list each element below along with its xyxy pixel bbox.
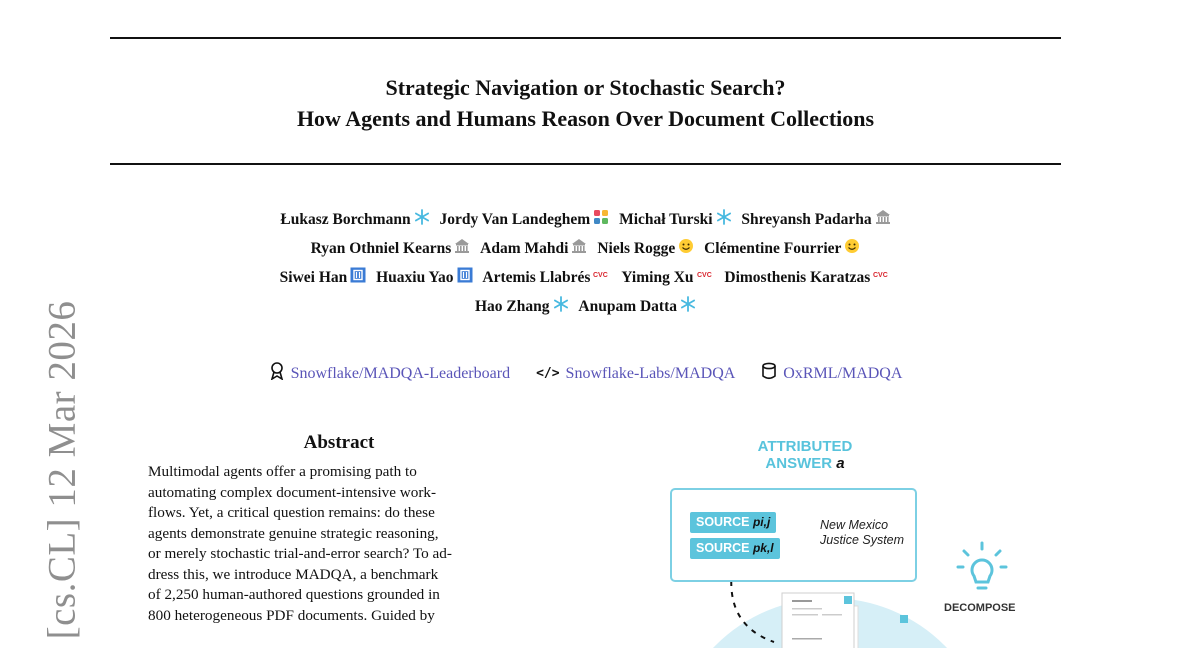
leaderboard-link[interactable]: Snowflake/MADQA-Leaderboard bbox=[269, 365, 510, 382]
author: Dimosthenis Karatzas CVC bbox=[724, 269, 891, 286]
author: Shreyansh Padarha bbox=[741, 211, 890, 228]
bottom-rule bbox=[110, 163, 1061, 165]
top-rule bbox=[110, 37, 1061, 39]
abstract-line: agents demonstrate genuine strategic reasoning, bbox=[148, 524, 439, 542]
blue-logo-icon bbox=[457, 265, 473, 293]
abstract-line: automating complex document-intensive work- bbox=[148, 483, 437, 501]
author: Ryan Othniel Kearns bbox=[311, 240, 471, 257]
answer-text: New Mexico Justice System bbox=[820, 518, 905, 547]
cvc-icon bbox=[593, 265, 611, 293]
decompose-label: DECOMPOSE bbox=[944, 602, 1016, 614]
author-line-4 bbox=[180, 293, 991, 322]
author: Łukasz Borchmann bbox=[280, 211, 429, 228]
cvc-icon bbox=[697, 265, 715, 293]
snowflake-icon bbox=[414, 207, 430, 235]
abstract-line: flows. Yet, a critical question remains: do these bbox=[148, 504, 435, 521]
title-line-1: Strategic Navigation or Stochastic Search? bbox=[385, 75, 786, 100]
resource-links bbox=[110, 362, 1061, 385]
code-icon: </> bbox=[536, 366, 560, 381]
author-line-1 bbox=[180, 206, 991, 235]
building-icon bbox=[875, 207, 891, 235]
cvc-mark-text: CVC bbox=[593, 272, 609, 279]
author: Siwei Han bbox=[280, 269, 367, 286]
abstract-line: 800 heterogeneous PDF documents. Guided by bbox=[148, 606, 435, 624]
blue-logo-icon bbox=[350, 265, 366, 293]
attributed-answer-box bbox=[670, 488, 917, 582]
figure-title: ATTRIBUTED ANSWER a bbox=[757, 438, 853, 472]
abstract-line: Multimodal agents offer a promising path to bbox=[148, 463, 417, 480]
author-line-2 bbox=[180, 235, 991, 264]
snowflake-icon bbox=[680, 294, 696, 322]
abstract-body bbox=[148, 462, 530, 626]
abstract-line: dress this, we introduce MADQA, a benchmark bbox=[148, 565, 439, 583]
abstract-line: of 2,250 human-authored questions grounded in bbox=[148, 586, 440, 603]
database-icon bbox=[761, 362, 777, 385]
author: Artemis Llabrés CVC bbox=[482, 269, 611, 286]
arxiv-stamp: [cs.CL] 12 Mar 2026 bbox=[40, 300, 84, 640]
cvc-icon bbox=[873, 265, 891, 293]
teaser-figure bbox=[560, 430, 1080, 648]
github-link[interactable]: </> Snowflake-Labs/MADQA bbox=[536, 365, 736, 382]
source-tag: SOURCE pk,l bbox=[690, 538, 780, 559]
lightbulb-icon bbox=[958, 543, 1006, 588]
snowflake-icon bbox=[716, 207, 732, 235]
hugging-face-icon bbox=[678, 236, 694, 264]
cvc-mark-text: CVC bbox=[873, 272, 889, 279]
dataset-link[interactable]: OxRML/MADQA bbox=[761, 365, 902, 382]
author: Jordy Van Landeghem bbox=[439, 211, 609, 228]
author-line-3 bbox=[180, 264, 991, 293]
author: Niels Rogge bbox=[597, 240, 694, 257]
author: Hao Zhang bbox=[475, 298, 569, 315]
author: Huaxiu Yao bbox=[376, 269, 472, 286]
author: Yiming Xu CVC bbox=[621, 269, 714, 286]
abstract-line: or merely stochastic trial-and-error search? To ad- bbox=[148, 545, 452, 562]
abstract-heading: Abstract bbox=[303, 432, 375, 453]
building-icon bbox=[454, 236, 470, 264]
author: Adam Mahdi bbox=[480, 240, 587, 257]
tiles-icon bbox=[593, 207, 609, 235]
author: Michał Turski bbox=[619, 211, 731, 228]
hugging-face-icon bbox=[844, 236, 860, 264]
snowflake-icon bbox=[553, 294, 569, 322]
source-tag: SOURCE pi,j bbox=[690, 512, 776, 533]
building-icon bbox=[571, 236, 587, 264]
author: Anupam Datta bbox=[578, 298, 696, 315]
title-line-2: How Agents and Humans Reason Over Document Collections bbox=[296, 106, 875, 131]
paper-title bbox=[110, 72, 1061, 134]
author-list bbox=[180, 206, 991, 322]
award-ribbon-icon bbox=[269, 362, 285, 385]
answer-variable: a bbox=[836, 455, 845, 472]
author: Clémentine Fourrier bbox=[704, 240, 860, 257]
cvc-mark-text: CVC bbox=[696, 272, 712, 279]
